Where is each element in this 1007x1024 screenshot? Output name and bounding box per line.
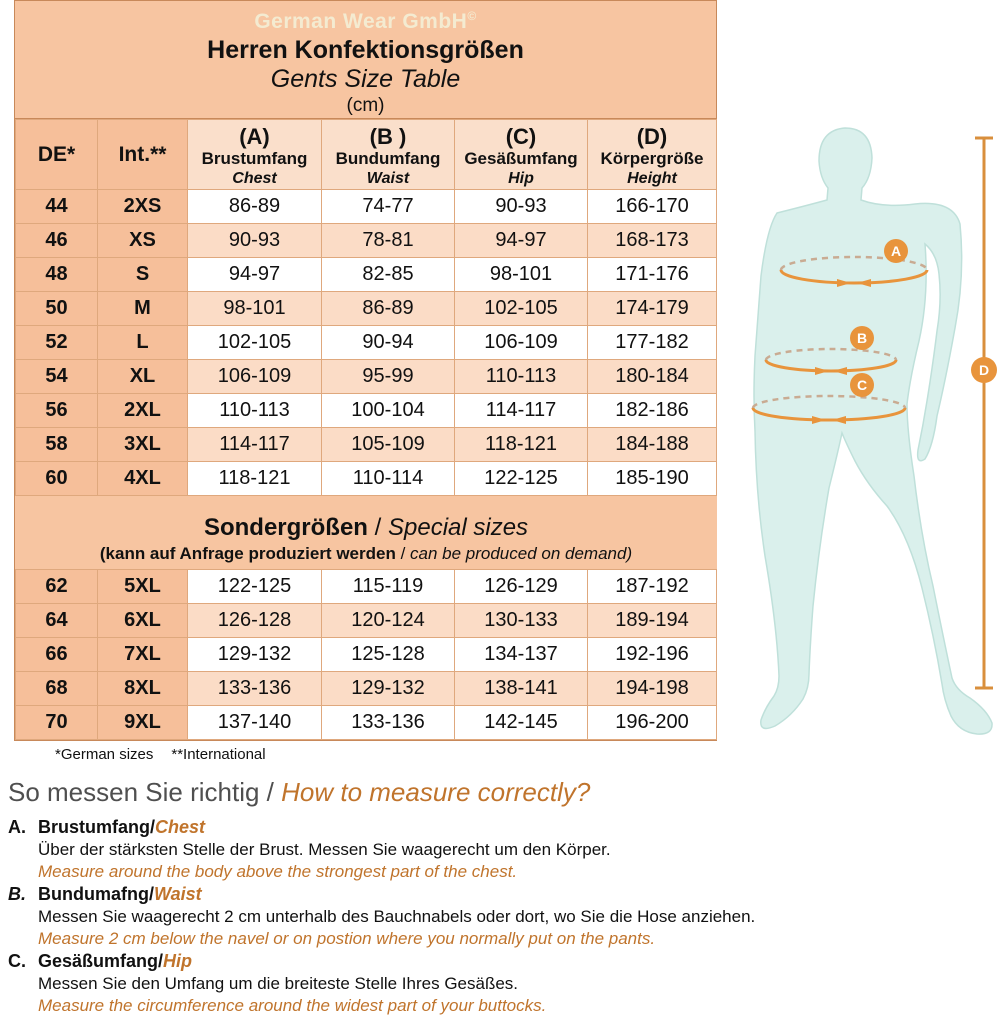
- int-size-cell: 9XL: [98, 706, 188, 740]
- footnote-international: **International: [171, 746, 266, 763]
- table-row: [16, 292, 717, 326]
- measure-cell: 106-109: [455, 326, 588, 360]
- measure-cell: 90-93: [188, 224, 322, 258]
- de-size-cell: 60: [16, 462, 98, 496]
- de-size-cell: 70: [16, 706, 98, 740]
- size-table: [15, 119, 717, 740]
- section-title-german: Gesäßumfang: [38, 951, 159, 971]
- measure-cell: 185-190: [588, 462, 717, 496]
- measure-cell: 115-119: [322, 570, 455, 604]
- table-unit: (cm): [346, 95, 385, 116]
- header-letter: (A): [239, 123, 270, 149]
- badge-a-label: A: [890, 243, 902, 259]
- header-cell-simple: Int.**: [98, 120, 188, 190]
- de-size-cell: 48: [16, 258, 98, 292]
- footnote-german-sizes: *German sizes: [55, 746, 154, 763]
- header-label-english: Chest: [232, 169, 277, 187]
- measure-cell: 110-114: [322, 462, 455, 496]
- measure-cell: 102-105: [188, 326, 322, 360]
- header-label-german: Körpergröße: [600, 148, 704, 168]
- de-size-cell: 66: [16, 638, 98, 672]
- de-size-cell: 68: [16, 672, 98, 706]
- header-letter: (B ): [369, 123, 407, 149]
- measure-cell: 125-128: [322, 638, 455, 672]
- table-row: [16, 462, 717, 496]
- section-title: [8, 816, 1003, 839]
- table-row: [16, 604, 717, 638]
- int-size-cell: XL: [98, 360, 188, 394]
- measure-cell: 110-113: [455, 360, 588, 394]
- int-size-cell: 4XL: [98, 462, 188, 496]
- header-label-english: Waist: [366, 169, 410, 187]
- measure-cell: 94-97: [188, 258, 322, 292]
- measure-cell: 74-77: [322, 190, 455, 224]
- int-size-cell: 6XL: [98, 604, 188, 638]
- measure-cell: 86-89: [322, 292, 455, 326]
- special-subtitle: [16, 543, 717, 565]
- measure-cell: 137-140: [188, 706, 322, 740]
- measure-section: [8, 883, 1003, 950]
- special-sizes-header: [16, 496, 717, 570]
- badge-b-label: B: [856, 330, 868, 346]
- de-size-cell: 50: [16, 292, 98, 326]
- section-title-english: Hip: [163, 951, 193, 971]
- header-letter: (C): [505, 123, 537, 149]
- table-footnote: [55, 746, 284, 763]
- header-letter: (D): [636, 123, 668, 149]
- header-label-german: Gesäßumfang: [464, 148, 578, 168]
- header-cell-measure: [588, 120, 717, 190]
- special-title-english: Special sizes: [387, 513, 529, 541]
- special-sizes-header-row: [16, 496, 717, 570]
- section-title-german: Bundumafng: [38, 884, 149, 904]
- measure-cell: 134-137: [455, 638, 588, 672]
- table-row: [16, 706, 717, 740]
- section-text-english: Measure around the body above the strongest part of the chest.: [38, 862, 518, 881]
- measure-cell: 90-93: [455, 190, 588, 224]
- de-size-cell: 62: [16, 570, 98, 604]
- measure-section: [8, 816, 1003, 883]
- measure-cell: 78-81: [322, 224, 455, 258]
- special-subtitle-english: can be produced on demand): [410, 543, 633, 563]
- int-size-cell: 7XL: [98, 638, 188, 672]
- measure-cell: 129-132: [188, 638, 322, 672]
- table-row: [16, 428, 717, 462]
- table-row: [16, 394, 717, 428]
- header-cell-simple: DE*: [16, 120, 98, 190]
- section-title: [8, 950, 1003, 973]
- table-row: [16, 258, 717, 292]
- int-size-cell: 5XL: [98, 570, 188, 604]
- measure-cell: 182-186: [588, 394, 717, 428]
- section-letter: C.: [8, 951, 26, 971]
- section-text-english: Measure 2 cm below the navel or on postion where you normally put on the pants.: [38, 929, 656, 948]
- section-text-german: Messen Sie waagerecht 2 cm unterhalb des Bauchnabels oder dort, wo Sie die Hose anziehen.: [38, 907, 756, 926]
- measure-cell: 100-104: [322, 394, 455, 428]
- section-title-english: Chest: [155, 817, 206, 837]
- table-row: [16, 638, 717, 672]
- measure-cell: 184-188: [588, 428, 717, 462]
- header-row: [16, 120, 717, 190]
- measure-cell: 94-97: [455, 224, 588, 258]
- measure-cell: 120-124: [322, 604, 455, 638]
- measure-cell: 171-176: [588, 258, 717, 292]
- measure-cell: 118-121: [188, 462, 322, 496]
- de-size-cell: 46: [16, 224, 98, 258]
- section-title-sep: /: [150, 817, 156, 837]
- table-row: [16, 570, 717, 604]
- table-row: [16, 326, 717, 360]
- measure-cell: 106-109: [188, 360, 322, 394]
- measure-cell: 105-109: [322, 428, 455, 462]
- int-size-cell: 2XL: [98, 394, 188, 428]
- table-row: [16, 360, 717, 394]
- de-size-cell: 56: [16, 394, 98, 428]
- section-title: [8, 883, 1003, 906]
- brand-name: [15, 3, 716, 35]
- section-text-german: Messen Sie den Umfang um die breiteste Stelle Ihres Gesäßes.: [38, 974, 519, 993]
- special-title: [16, 501, 717, 543]
- measure-cell: 126-128: [188, 604, 322, 638]
- int-size-cell: 3XL: [98, 428, 188, 462]
- measure-heading-sep: /: [259, 777, 282, 807]
- brand-text: German Wear GmbH: [254, 10, 468, 33]
- measure-cell: 194-198: [588, 672, 717, 706]
- measure-cell: 82-85: [322, 258, 455, 292]
- size-table-body: [16, 190, 717, 740]
- size-table-panel: [14, 0, 717, 741]
- int-size-cell: S: [98, 258, 188, 292]
- section-title-sep: /: [158, 951, 164, 971]
- measure-cell: 130-133: [455, 604, 588, 638]
- measure-cell: 110-113: [188, 394, 322, 428]
- special-title-sep: /: [367, 513, 388, 541]
- table-row: [16, 190, 717, 224]
- int-size-cell: XS: [98, 224, 188, 258]
- measure-cell: 118-121: [455, 428, 588, 462]
- de-size-cell: 52: [16, 326, 98, 360]
- measure-cell: 174-179: [588, 292, 717, 326]
- table-title-english: Gents Size Table: [270, 65, 461, 93]
- measure-cell: 142-145: [455, 706, 588, 740]
- measure-cell: 86-89: [188, 190, 322, 224]
- measure-cell: 168-173: [588, 224, 717, 258]
- badge-d-label: D: [978, 362, 990, 378]
- measure-cell: 192-196: [588, 638, 717, 672]
- special-title-german: Sondergrößen: [203, 513, 368, 541]
- measure-cell: 102-105: [455, 292, 588, 326]
- section-title-german: Brustumfang: [38, 817, 150, 837]
- de-size-cell: 64: [16, 604, 98, 638]
- int-size-cell: L: [98, 326, 188, 360]
- section-title-english: Waist: [154, 884, 202, 904]
- special-subtitle-sep: /: [395, 543, 411, 563]
- table-row: [16, 224, 717, 258]
- measure-cell: 133-136: [322, 706, 455, 740]
- measuring-instructions: [8, 776, 1003, 1017]
- measure-heading-english: How to measure correctly?: [281, 777, 591, 807]
- special-subtitle-german: (kann auf Anfrage produziert werden: [99, 543, 396, 563]
- measure-section: [8, 950, 1003, 1017]
- body-measurement-figure: [715, 116, 1007, 748]
- measure-cell: 189-194: [588, 604, 717, 638]
- measure-cell: 133-136: [188, 672, 322, 706]
- measure-cell: 177-182: [588, 326, 717, 360]
- size-table-head: [16, 120, 717, 190]
- header-label-english: Hip: [508, 169, 534, 187]
- body-silhouette: [754, 128, 992, 734]
- measure-cell: 95-99: [322, 360, 455, 394]
- measure-cell: 166-170: [588, 190, 717, 224]
- section-title-sep: /: [148, 884, 154, 904]
- section-letter: B.: [8, 884, 26, 904]
- section-letter: A.: [8, 817, 26, 837]
- measure-cell: 98-101: [188, 292, 322, 326]
- measure-heading-german: So messen Sie richtig: [8, 777, 260, 807]
- measure-cell: 196-200: [588, 706, 717, 740]
- section-text-english: Measure the circumference around the widest part of your buttocks.: [38, 996, 547, 1015]
- header-label-german: Brustumfang: [201, 148, 308, 168]
- measure-heading: [8, 776, 1003, 808]
- measure-cell: 122-125: [188, 570, 322, 604]
- int-size-cell: M: [98, 292, 188, 326]
- measure-sections: [8, 816, 1003, 1017]
- table-row: [16, 672, 717, 706]
- header-cell-measure: [322, 120, 455, 190]
- header-label-german: Bundumfang: [335, 148, 441, 168]
- measure-cell: 187-192: [588, 570, 717, 604]
- int-size-cell: 8XL: [98, 672, 188, 706]
- measure-cell: 129-132: [322, 672, 455, 706]
- measure-cell: 180-184: [588, 360, 717, 394]
- section-text-german: Über der stärksten Stelle der Brust. Messen Sie waagerecht um den Körper.: [38, 840, 611, 859]
- int-size-cell: 2XS: [98, 190, 188, 224]
- de-size-cell: 54: [16, 360, 98, 394]
- measure-cell: 114-117: [188, 428, 322, 462]
- measure-cell: 126-129: [455, 570, 588, 604]
- de-size-cell: 44: [16, 190, 98, 224]
- table-title-german: Herren Konfektionsgrößen: [207, 36, 524, 64]
- measure-cell: 114-117: [455, 394, 588, 428]
- header-cell-measure: [455, 120, 588, 190]
- copyright-mark: ©: [467, 9, 477, 23]
- de-size-cell: 58: [16, 428, 98, 462]
- badge-c-label: C: [856, 377, 868, 393]
- measure-cell: 122-125: [455, 462, 588, 496]
- header-label-english: Height: [627, 169, 677, 187]
- measure-cell: 90-94: [322, 326, 455, 360]
- measure-cell: 98-101: [455, 258, 588, 292]
- measure-cell: 138-141: [455, 672, 588, 706]
- header-cell-measure: [188, 120, 322, 190]
- table-title-block: [15, 1, 716, 119]
